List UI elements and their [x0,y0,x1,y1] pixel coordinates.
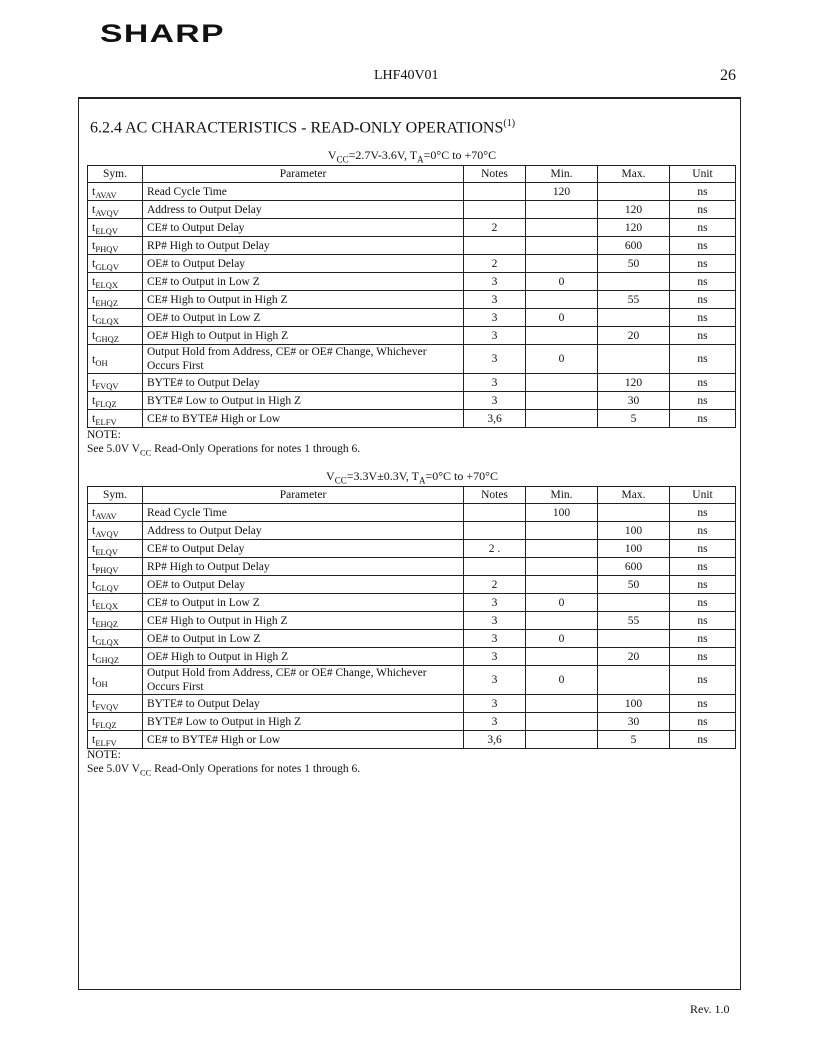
cell-unit: ns [670,695,736,713]
cell-notes: 3 [464,630,526,648]
page-number: 26 [720,67,736,84]
cell-notes: 3 [464,273,526,291]
cell-max: 5 [598,731,670,749]
cell-notes: 3 [464,345,526,374]
cell-parameter: Address to Output Delay [143,201,464,219]
cell-max: 100 [598,695,670,713]
sym-subscript: AVAV [95,190,117,200]
header-parameter: Parameter [143,487,464,504]
cell-parameter: CE# to BYTE# High or Low [143,731,464,749]
cell-min [526,648,598,666]
sym-subscript: ELQV [95,547,119,557]
cell-max [598,504,670,522]
table-row [88,731,736,749]
cell-parameter: CE# to Output in Low Z [143,594,464,612]
table-1-note [87,428,360,459]
cell-notes: 3 [464,327,526,345]
cell-parameter: OE# to Output in Low Z [143,630,464,648]
cell-sym [88,309,143,327]
sym-main: t [92,672,96,687]
cell-min [526,237,598,255]
sym-subscript: PHQV [95,565,119,575]
header-unit: Unit [670,166,736,183]
cond-vcc: V [326,469,335,483]
table-row [88,630,736,648]
cell-notes [464,522,526,540]
cell-max [598,183,670,201]
table-row [88,612,736,630]
cell-notes [464,201,526,219]
table-row [88,648,736,666]
note-text [87,442,360,459]
sym-subscript: GHQZ [95,334,119,344]
cell-unit: ns [670,522,736,540]
cell-max: 600 [598,237,670,255]
cell-sym [88,219,143,237]
sym-main: t [92,595,96,609]
note-text [87,762,360,779]
cond-ta-range: =0°C to +70°C [425,469,498,483]
sym-main: t [92,184,96,198]
cell-max: 50 [598,576,670,594]
cell-min [526,713,598,731]
cell-parameter: BYTE# to Output Delay [143,695,464,713]
sym-subscript: AVQV [95,208,119,218]
cell-notes: 3,6 [464,410,526,428]
cell-max: 120 [598,374,670,392]
cell-notes: 3 [464,309,526,327]
cell-max: 600 [598,558,670,576]
cell-unit: ns [670,713,736,731]
table-row [88,392,736,410]
note-heading: NOTE: [87,749,121,761]
cell-sym [88,327,143,345]
cell-parameter: OE# to Output Delay [143,576,464,594]
cell-sym [88,291,143,309]
cell-notes: 2 [464,576,526,594]
cell-notes: 3 [464,392,526,410]
cell-unit: ns [670,612,736,630]
cell-unit: ns [670,648,736,666]
cell-notes: 2 [464,255,526,273]
ac-characteristics-table-2 [87,486,736,749]
cell-sym [88,237,143,255]
cell-unit: ns [670,392,736,410]
sym-main: t [92,256,96,270]
cell-notes: 3 [464,695,526,713]
sym-subscript: GLQV [95,583,119,593]
cell-unit: ns [670,594,736,612]
cell-min [526,219,598,237]
cond-ta-sub: A [418,475,426,486]
header-notes: Notes [464,166,526,183]
table-row [88,410,736,428]
cell-max [598,630,670,648]
cell-notes: 3 [464,612,526,630]
cell-max: 30 [598,392,670,410]
cell-sym [88,392,143,410]
cell-unit: ns [670,273,736,291]
sym-main: t [92,238,96,252]
cell-sym [88,731,143,749]
cell-unit: ns [670,255,736,273]
note-text-sub: CC [139,447,152,458]
sym-subscript: FVQV [95,702,119,712]
table-row [88,201,736,219]
header-max: Max. [598,166,670,183]
sym-subscript: GLQX [95,637,119,647]
sym-subscript: ELQX [95,601,119,611]
cell-parameter: Read Cycle Time [143,183,464,201]
sym-main: t [92,310,96,324]
cell-min [526,201,598,219]
cell-max: 120 [598,219,670,237]
cond-vcc-range: =3.3V±0.3V, T [346,469,419,483]
cell-min: 120 [526,183,598,201]
table-row [88,504,736,522]
cell-sym [88,594,143,612]
section-title [90,118,515,137]
cell-sym [88,345,143,374]
cell-notes: 3 [464,666,526,695]
cell-sym [88,558,143,576]
cell-min: 0 [526,345,598,374]
sym-subscript: GLQV [95,262,119,272]
cell-parameter: Output Hold from Address, CE# or OE# Change, Whichever Occurs First [143,345,464,374]
cell-max: 50 [598,255,670,273]
sym-main: t [92,523,96,537]
table-2-note [87,748,360,779]
cell-parameter: CE# to Output Delay [143,219,464,237]
cell-max [598,309,670,327]
cell-parameter: Output Hold from Address, CE# or OE# Change, Whichever Occurs First [143,666,464,695]
header-max: Max. [598,487,670,504]
sym-subscript: FVQV [95,381,119,391]
cell-parameter: CE# High to Output in High Z [143,612,464,630]
document-id: LHF40V01 [374,68,439,83]
cell-sym [88,504,143,522]
cell-max: 20 [598,648,670,666]
cell-notes [464,558,526,576]
section-title-text: 6.2.4 AC CHARACTERISTICS - READ-ONLY OPERATIONS [90,119,504,137]
cell-parameter: CE# to Output in Low Z [143,273,464,291]
table-row [88,713,736,731]
condition-line-1 [0,148,816,164]
cond-ta-sub: A [417,154,424,165]
cell-unit: ns [670,219,736,237]
header-unit: Unit [670,487,736,504]
cell-min: 0 [526,273,598,291]
cell-unit: ns [670,237,736,255]
cell-max: 100 [598,540,670,558]
cell-min [526,327,598,345]
cell-notes: 3 [464,374,526,392]
sym-main: t [92,649,96,663]
sym-subscript: PHQV [95,244,119,254]
cell-notes [464,237,526,255]
sym-subscript: GLQX [95,316,119,326]
table-row [88,219,736,237]
cell-parameter: BYTE# Low to Output in High Z [143,392,464,410]
cell-max: 100 [598,522,670,540]
cell-parameter: RP# High to Output Delay [143,237,464,255]
note-text-a: See 5.0V V [87,763,140,775]
cell-parameter: OE# to Output Delay [143,255,464,273]
cell-max [598,594,670,612]
cond-ta-range: =0°C to +70°C [423,148,497,162]
sym-subscript: FLQZ [95,720,117,730]
cell-sym [88,374,143,392]
cell-unit: ns [670,666,736,695]
sym-main: t [92,696,96,710]
cell-min: 0 [526,666,598,695]
header-parameter: Parameter [143,166,464,183]
note-text-a: See 5.0V V [87,443,140,455]
sym-main: t [92,411,96,425]
cell-unit: ns [670,731,736,749]
cell-notes: 3 [464,291,526,309]
cell-parameter: OE# High to Output in High Z [143,327,464,345]
table-row [88,183,736,201]
sym-subscript: ELFV [95,738,117,748]
cell-max [598,666,670,695]
cell-unit: ns [670,327,736,345]
cell-parameter: CE# to BYTE# High or Low [143,410,464,428]
cell-notes [464,183,526,201]
sym-main: t [92,577,96,591]
sym-subscript: FLQZ [95,399,117,409]
cell-parameter: RP# High to Output Delay [143,558,464,576]
cell-min [526,374,598,392]
cell-min [526,291,598,309]
sym-main: t [92,375,96,389]
table-row [88,237,736,255]
sym-subscript: OH [95,357,108,368]
sym-main: t [92,202,96,216]
cell-min [526,576,598,594]
cell-min: 0 [526,630,598,648]
sym-main: t [92,541,96,555]
cell-min [526,731,598,749]
cell-max: 120 [598,201,670,219]
sym-main: t [92,714,96,728]
cell-sym [88,612,143,630]
cond-vcc: V [327,148,337,162]
table-row [88,540,736,558]
cell-notes: 2 [464,219,526,237]
cell-max: 55 [598,291,670,309]
cell-sym [88,201,143,219]
table-row [88,374,736,392]
cond-vcc-range: =2.7V-3.6V, T [348,148,418,162]
cell-parameter: OE# High to Output in High Z [143,648,464,666]
cell-sym [88,273,143,291]
sym-main: t [92,220,96,234]
cell-sym [88,522,143,540]
sym-main: t [92,732,96,746]
cell-min: 0 [526,309,598,327]
condition-line-2 [0,469,816,485]
table-row [88,291,736,309]
sym-subscript: GHQZ [95,655,119,665]
header-min: Min. [526,166,598,183]
table-row [88,522,736,540]
sym-main: t [92,292,96,306]
cell-max [598,345,670,374]
table-row [88,666,736,695]
table-row [88,273,736,291]
header-min: Min. [526,487,598,504]
note-text-b: Read-Only Operations for notes 1 through 6. [151,763,361,775]
cell-parameter: Address to Output Delay [143,522,464,540]
cell-unit: ns [670,504,736,522]
sym-main: t [92,274,96,288]
sharp-logo: SHARP [100,20,225,48]
sym-main: t [92,328,96,342]
sym-subscript: OH [95,678,108,689]
table-row [88,576,736,594]
cell-sym [88,255,143,273]
cell-parameter: BYTE# to Output Delay [143,374,464,392]
cell-min: 100 [526,504,598,522]
sym-main: t [92,613,96,627]
header-sym: Sym. [88,166,143,183]
cell-unit: ns [670,630,736,648]
cell-unit: ns [670,576,736,594]
cell-parameter: BYTE# Low to Output in High Z [143,713,464,731]
cell-notes: 3 [464,713,526,731]
table-row [88,345,736,374]
sym-main: t [92,505,96,519]
cell-unit: ns [670,558,736,576]
cell-sym [88,410,143,428]
cell-notes: 2 . [464,540,526,558]
cell-min [526,540,598,558]
table-row [88,327,736,345]
cell-unit: ns [670,345,736,374]
cell-unit: ns [670,309,736,327]
header-notes: Notes [464,487,526,504]
ac-characteristics-table-1 [87,165,736,428]
cell-sym [88,713,143,731]
cell-sym [88,540,143,558]
cell-notes: 3 [464,648,526,666]
cell-unit: ns [670,540,736,558]
cell-unit: ns [670,201,736,219]
table-row [88,594,736,612]
cell-min [526,695,598,713]
cell-min [526,255,598,273]
cell-parameter: CE# to Output Delay [143,540,464,558]
cell-sym [88,183,143,201]
cell-unit: ns [670,374,736,392]
cell-sym [88,695,143,713]
cell-unit: ns [670,291,736,309]
cond-vcc-sub: CC [336,154,349,165]
cell-sym [88,648,143,666]
cell-sym [88,666,143,695]
sym-main: t [92,351,96,366]
cell-min [526,558,598,576]
table-row [88,558,736,576]
cell-max: 55 [598,612,670,630]
cell-min [526,612,598,630]
cell-parameter: CE# High to Output in High Z [143,291,464,309]
sym-subscript: AVQV [95,529,119,539]
cond-vcc-sub: CC [334,475,347,486]
cell-notes [464,504,526,522]
table-header-row [88,166,736,183]
sym-subscript: ELFV [95,417,117,427]
cell-sym [88,576,143,594]
table-row [88,309,736,327]
cell-min [526,392,598,410]
note-text-b: Read-Only Operations for notes 1 through 6. [151,443,361,455]
sym-main: t [92,393,96,407]
note-text-sub: CC [139,767,152,778]
section-title-note-ref: (1) [503,118,516,129]
table-header-row [88,487,736,504]
cell-unit: ns [670,410,736,428]
cell-notes: 3,6 [464,731,526,749]
cell-parameter: OE# to Output in Low Z [143,309,464,327]
cell-min [526,522,598,540]
cell-max: 20 [598,327,670,345]
cell-sym [88,630,143,648]
sym-main: t [92,559,96,573]
cell-max: 30 [598,713,670,731]
table-row [88,255,736,273]
table-row [88,695,736,713]
sym-subscript: EHQZ [95,619,119,629]
sym-subscript: ELQX [95,280,119,290]
sym-subscript: EHQZ [95,298,119,308]
cell-notes: 3 [464,594,526,612]
header-sym: Sym. [88,487,143,504]
sym-subscript: AVAV [95,511,117,521]
cell-min: 0 [526,594,598,612]
revision-label: Rev. 1.0 [690,1002,730,1016]
sym-main: t [92,631,96,645]
cell-unit: ns [670,183,736,201]
cell-parameter: Read Cycle Time [143,504,464,522]
cell-max: 5 [598,410,670,428]
note-heading: NOTE: [87,429,121,441]
cell-max [598,273,670,291]
cell-min [526,410,598,428]
sym-subscript: ELQV [95,226,119,236]
